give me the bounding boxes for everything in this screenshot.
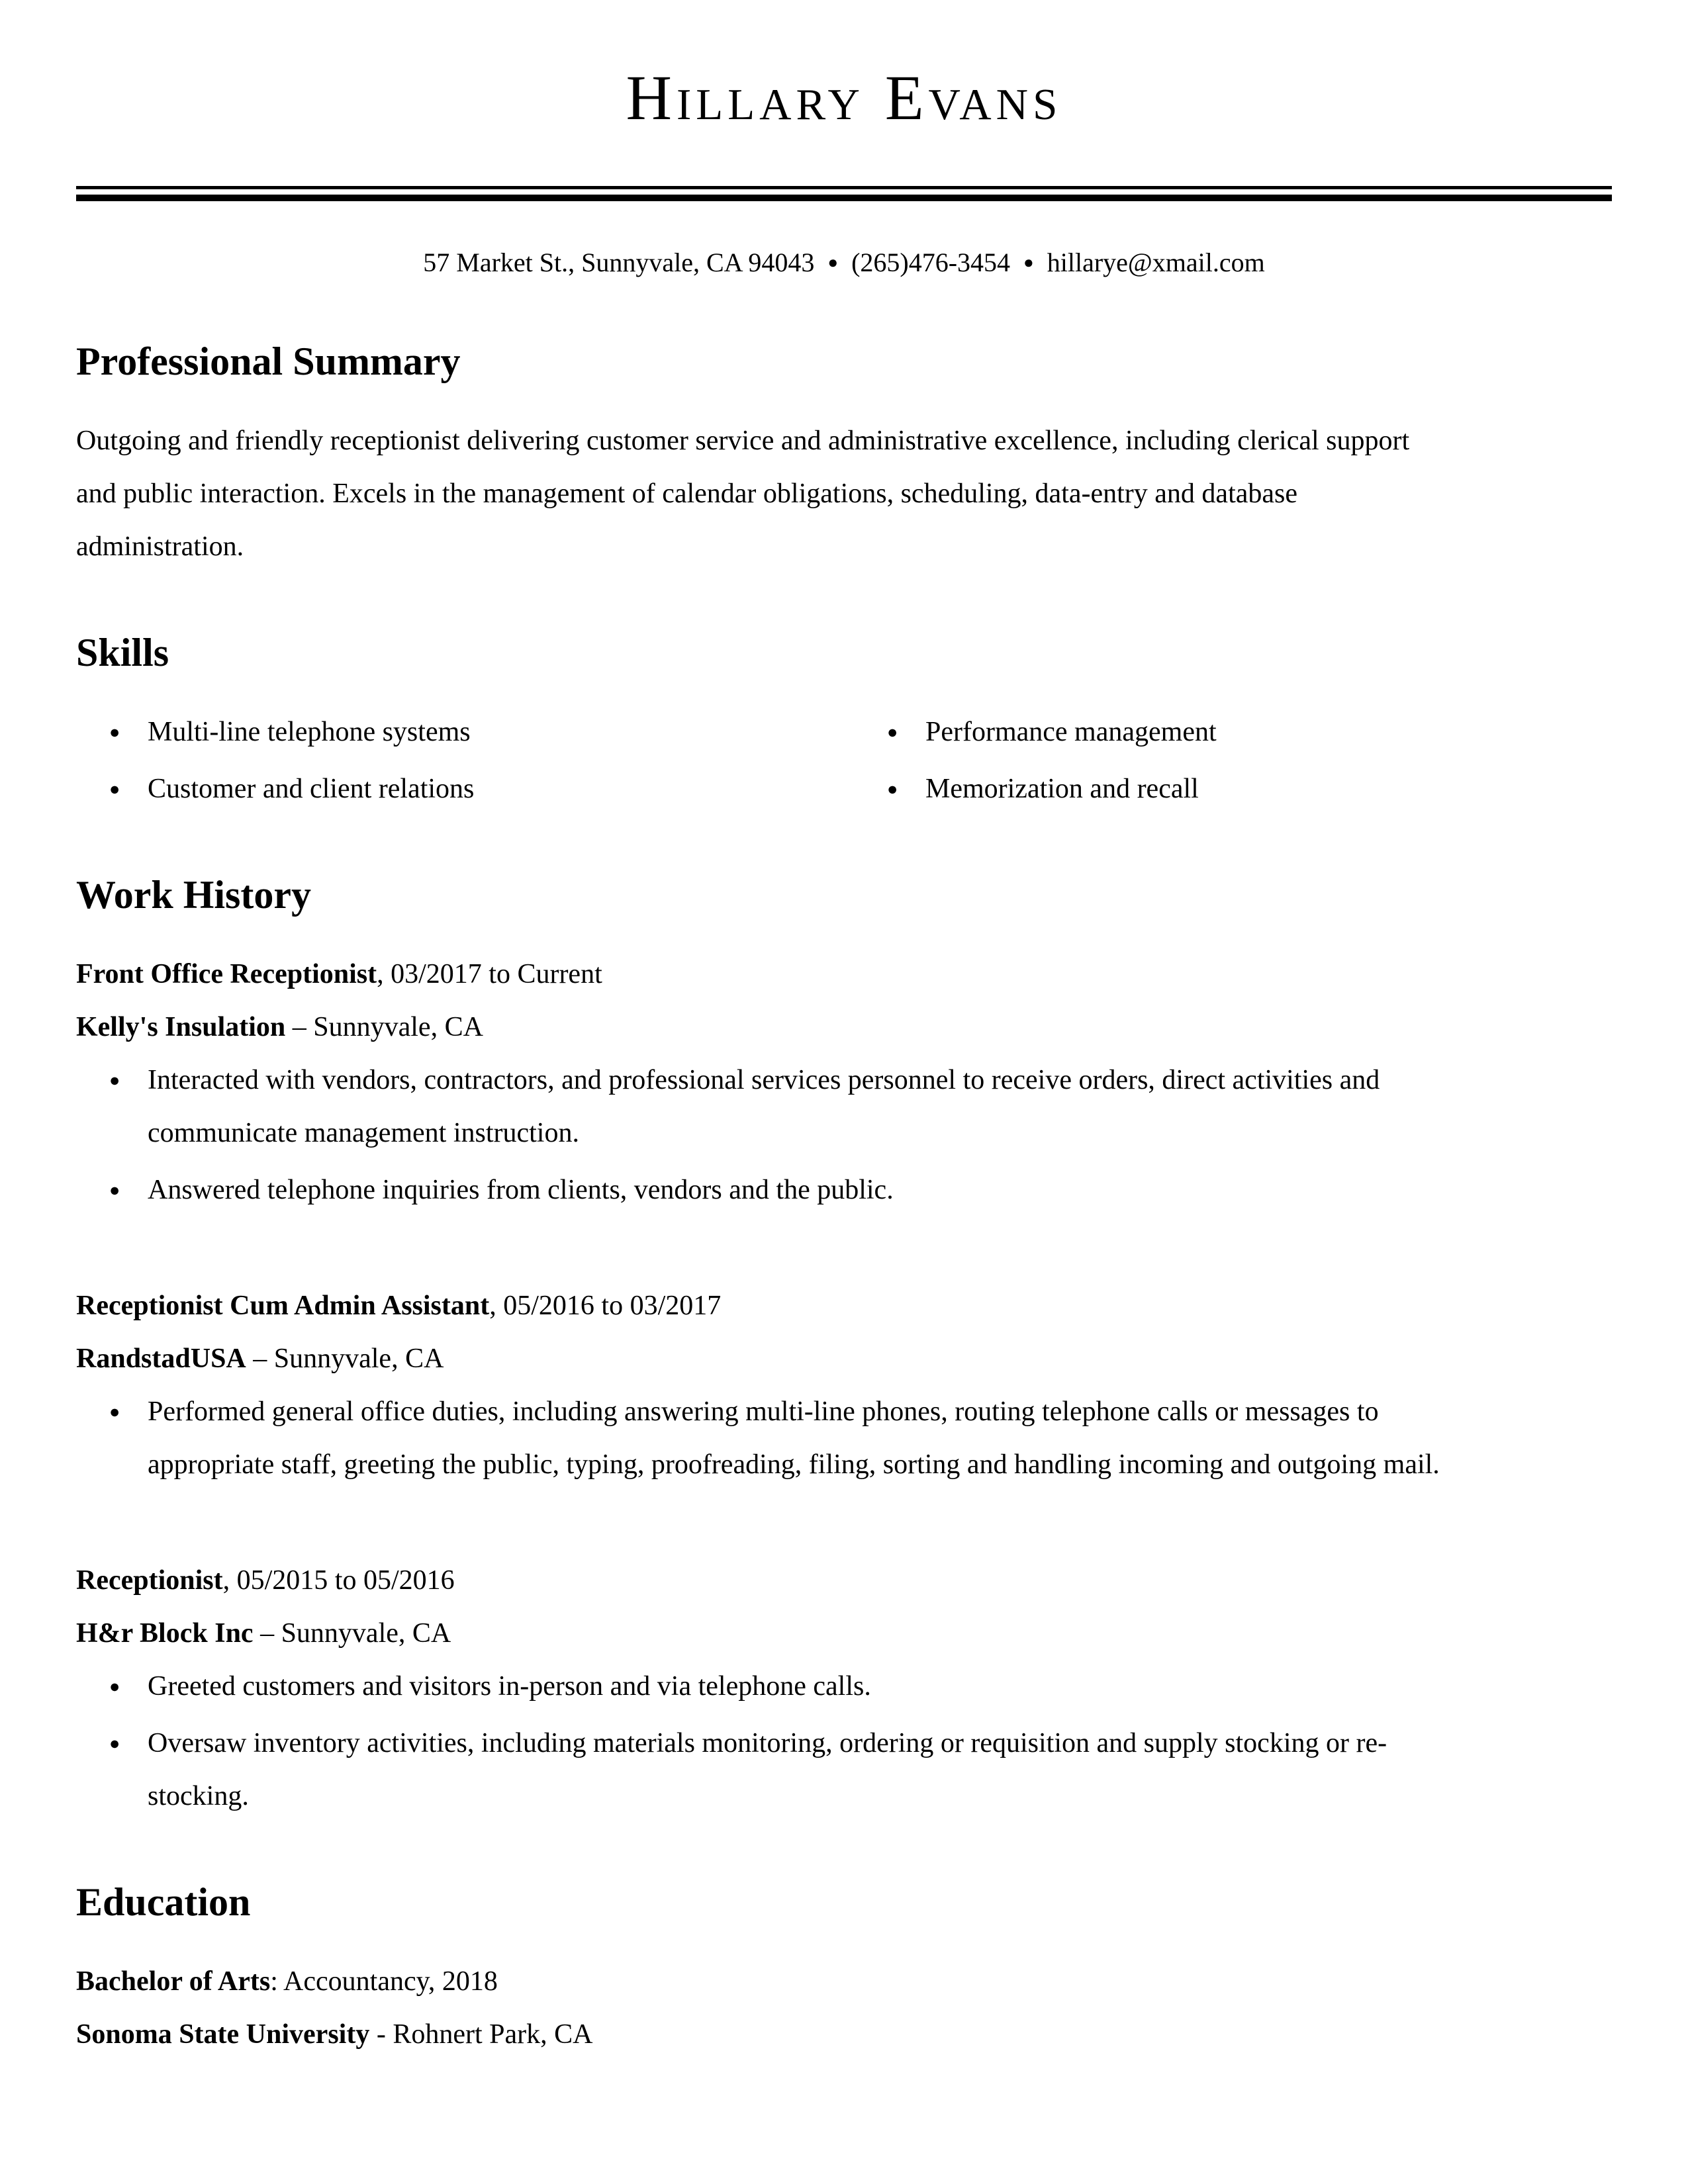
bullet-icon: ● <box>109 1733 120 1753</box>
school-name: Sonoma State University <box>76 2019 370 2050</box>
job-duty-item <box>109 1163 1440 1216</box>
job-location: – Sunnyvale, CA <box>285 1011 483 1042</box>
skills-heading: Skills <box>76 630 169 674</box>
contact-phone: (265)476-3454 <box>851 247 1011 277</box>
job-duty-item <box>109 1717 1440 1823</box>
job-company: RandstadUSA <box>76 1343 246 1374</box>
bullet-icon: ● <box>109 1179 120 1200</box>
job-title: Front Office Receptionist <box>76 958 377 989</box>
degree-detail: : Accountancy, 2018 <box>270 1966 498 1997</box>
separator-dot-icon: ● <box>1023 252 1034 272</box>
summary-text: Outgoing and friendly receptionist delivering customer service and administrative excellence, including clerical support and public interaction. Excels in the management of calendar obligations, scheduling, data-entry and database administration. <box>76 425 1410 562</box>
job-duties-list <box>76 1660 1440 1823</box>
education-heading: Education <box>76 1880 251 1924</box>
resume-body <box>76 341 1612 2061</box>
school-detail: - Rohnert Park, CA <box>369 2019 593 2050</box>
bullet-icon: ● <box>109 721 120 742</box>
summary-heading: Professional Summary <box>76 339 461 383</box>
bullet-icon: ● <box>109 1676 120 1696</box>
contact-address: 57 Market St., Sunnyvale, CA 94043 <box>423 247 815 277</box>
job-duties-list <box>76 1054 1440 1216</box>
job-location: – Sunnyvale, CA <box>246 1343 444 1374</box>
education-degree-line <box>76 1955 1612 2008</box>
job-company-line <box>76 1332 1612 1385</box>
skills-list <box>76 705 1612 815</box>
skill-text: Multi-line telephone systems <box>148 716 471 747</box>
job-duty-item <box>109 1660 1440 1713</box>
bullet-icon: ● <box>109 1069 120 1090</box>
education-school-line <box>76 2008 1612 2061</box>
job-duty-text: Interacted with vendors, contractors, and professional services personnel to receive orders, direct activities and communicate management instruction. <box>148 1064 1380 1148</box>
job-dates: , 05/2015 to 05/2016 <box>222 1565 455 1596</box>
skill-text: Performance management <box>925 716 1217 747</box>
skill-item <box>109 705 854 758</box>
job-dates: , 05/2016 to 03/2017 <box>489 1290 722 1321</box>
job-title-line <box>76 1554 1612 1607</box>
job-duties-list <box>76 1385 1440 1491</box>
section-professional-summary <box>76 341 1612 573</box>
bullet-icon: ● <box>887 721 898 742</box>
bullet-icon: ● <box>109 1401 120 1422</box>
job-title-line <box>76 948 1612 1001</box>
bullet-icon: ● <box>109 778 120 799</box>
separator-dot-icon: ● <box>827 252 839 272</box>
job-duty-text: Oversaw inventory activities, including materials monitoring, ordering or requisition and supply stocking or re-stocking. <box>148 1727 1387 1811</box>
work-history-heading: Work History <box>76 872 311 917</box>
job-duty-text: Greeted customers and visitors in-person and via telephone calls. <box>148 1670 871 1702</box>
job-duty-text: Answered telephone inquiries from clients, vendors and the public. <box>148 1174 894 1205</box>
job-title-line <box>76 1279 1612 1332</box>
bullet-icon: ● <box>887 778 898 799</box>
job-location: – Sunnyvale, CA <box>253 1617 451 1649</box>
job-title: Receptionist <box>76 1565 223 1596</box>
section-work-history <box>76 872 1612 1823</box>
contact-line <box>0 246 1688 282</box>
job-duty-item <box>109 1385 1440 1491</box>
job-company: H&r Block Inc <box>76 1617 254 1649</box>
job-entry <box>76 1554 1612 1823</box>
skills-column-left <box>76 705 854 815</box>
job-dates: , 03/2017 to Current <box>377 958 602 989</box>
job-duty-text: Performed general office duties, including answering multi-line phones, routing telephone calls or messages to appropriate staff, greeting the public, typing, proofreading, filing, sorting and handling incoming and outgoing mail. <box>148 1396 1440 1480</box>
section-skills <box>76 630 1612 815</box>
job-company-line <box>76 1607 1612 1660</box>
job-entry <box>76 1279 1612 1491</box>
person-name: Hillary Evans <box>626 62 1062 133</box>
job-entry <box>76 948 1612 1216</box>
job-company-line <box>76 1001 1612 1054</box>
skill-text: Customer and client relations <box>148 773 475 804</box>
skill-item <box>887 762 1612 815</box>
skill-item <box>887 705 1612 758</box>
job-company: Kelly's Insulation <box>76 1011 286 1042</box>
contact-email: hillarye@xmail.com <box>1047 247 1265 277</box>
skill-text: Memorization and recall <box>925 773 1199 804</box>
skill-item <box>109 762 854 815</box>
skills-column-right <box>854 705 1612 815</box>
degree-name: Bachelor of Arts <box>76 1966 271 1997</box>
header-divider <box>76 186 1612 201</box>
job-title: Receptionist Cum Admin Assistant <box>76 1290 490 1321</box>
section-education <box>76 1882 1612 2061</box>
job-duty-item <box>109 1054 1440 1160</box>
